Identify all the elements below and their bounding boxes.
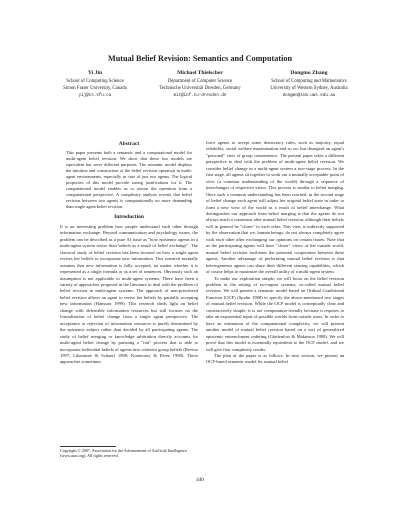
- intro-paragraph: It is an interesting problem how people understand each other through information exchange. Beyond communication and psychology issues, the problem can be described as a pure AI issue as "how epistemic agents in a multi-agent system revise their beliefs as a result of belief exchange". The classical study of belief revision has been focused on how a single agent revises her beliefs to incorporate new information. This research normally assumes that new information is fully accepted, no matter whether it is represented as a single formula or as a set of sentences. Obviously such an assumption is not applicable to multi-agent systems. There have been a variety of approaches proposed in the literature to deal with the problem of belief revision in multi-agent systems. The approach of non-prioritized belief revision allows an agent to revise her beliefs by partially accepting new information (Hansson 1999). This research sheds light on belief change with defeasible information resources but still focuses on the formalization of belief change from a single agent perspective. The acceptance or rejection of information resources is purely determined by the epistemic subject rather than decided by all participating agents. The study of belief merging or knowledge arbitration directly accounts for multi-agent belief change by pursuing a "fair" process that is able to incorporate individual beliefs of agents into coherent group beliefs (Revesz 1997; Liberatore & Schaerf 1998; Konieczny & Pérez 1998). These approaches sometimes: [60, 223, 198, 365]
- right-column: [206, 140, 344, 366]
- author-block-3: [250, 70, 368, 100]
- author-affiliation: Technische Universität Dresden, Germany: [159, 86, 241, 92]
- body-paragraph: The plan of the paper is as follows. In next section, we present an OCF-based semantic model for mutual belief: [206, 352, 344, 365]
- copyright-footnote: Copyright © 2007, Association for the Advancement of Artificial Intelligence (www.aaai.org). All rights reserved.: [60, 448, 188, 459]
- author-email: yij@cs.sfu.ca: [78, 93, 112, 98]
- author-name: Michael Thielscher: [177, 70, 223, 76]
- left-column: [60, 140, 198, 366]
- body-paragraph: force agents to accept some democracy rules, such as majority, equal reliability, social welfare maximization and so on, but disregard an agent's "personal" view of group consentience. The present paper takes a different perspective to deal with the problem of multi-agent belief revision. We consider belief change in a multi-agent system a two-stage process. In the first stage, all agents sit together to work out a mutually acceptable point of view (a common understanding of the world) through a sequence of interchanges of respective views. This process is similar to belief merging. Once such a common understanding has been reached, in the second stage of belief change each agent will adjust her original belief state in order to form a new view of the world as a result of belief interchange. What distinguishes our approach from belief merging is that the agents do not always reach a consensus after mutual belief revision, although their beliefs will in general be "closer" to each other. This view is indirectly supported by the observation that we, human beings, do not always completely agree with each other after exchanging our opinions on certain issues. Note that as the participating agents will have "closer" views of the outside world, mutual belief revision facilitates the potential cooperation between these agents. Another advantage of performing mutual belief revision is that heterogeneous agents can share their different sensing capabilities, which of course helps to maximize the overall utility of a multi-agent system.: [206, 140, 344, 275]
- author-block-2: [148, 70, 252, 100]
- introduction-heading: Introduction: [114, 214, 144, 221]
- author-affiliation: University of Western Sydney, Australia: [270, 86, 348, 92]
- page-number: 440: [196, 477, 204, 483]
- author-name: Dongmo Zhang: [290, 70, 328, 76]
- author-email: dongmo@scm.uws.edu.au: [282, 93, 336, 98]
- abstract-heading: Abstract: [118, 141, 140, 147]
- body-paragraph: To make our exploration simple, we will focus on the belief revision problem in the setting of two-agent systems, so-called mutual belief revision. We will present a semantic model based on Ordinal Conditional Function (OCF) (Spohn 1988) to specify the above-mentioned two stages of mutual belief revision. While the OCF model is conceptually clear and constructively simple, it is not computation-friendly because it requires to take an exponential input of possible worlds from outside users. In order to have an estimation of the computational complexity, we will present another model of mutual belief revision based on a sort of generalized epistemic entrenchment ordering (Gärdenfors & Makinson 1988). We will prove that this model is essentially equivalent to the OCF model, and we will give first complexity results.: [206, 275, 344, 352]
- author-block-1: [40, 70, 150, 100]
- author-name: Yi Jin: [87, 70, 103, 76]
- author-affiliation: School of Computing Science: [66, 78, 124, 84]
- author-affiliation: Simon Fraser University, Canada: [63, 86, 127, 92]
- author-affiliation: Department of Computer Science: [167, 78, 233, 84]
- paper-title: Mutual Belief Revision: Semantics and Computation: [108, 54, 292, 63]
- footnote-rule: [60, 446, 116, 447]
- abstract-text: This paper presents both a semantic and a computational model for multi-agent belief revision. We show that these two models are equivalent but serve different purposes. The semantic model displays the intuition and construction of the belief revision operation in multi-agent environments, especially in case of just two agents. The logical properties of this model provide strong justifications for it. The computational model enables us to reason the operation from a computational perspective. A complexity analysis reveals that belief revision between two agents is computationally no more demanding than single agent belief revision.: [66, 150, 192, 210]
- author-email: mit@inf.tu-dresden.de: [173, 93, 227, 98]
- author-affiliation: School of Computing and Mathematics: [271, 78, 347, 84]
